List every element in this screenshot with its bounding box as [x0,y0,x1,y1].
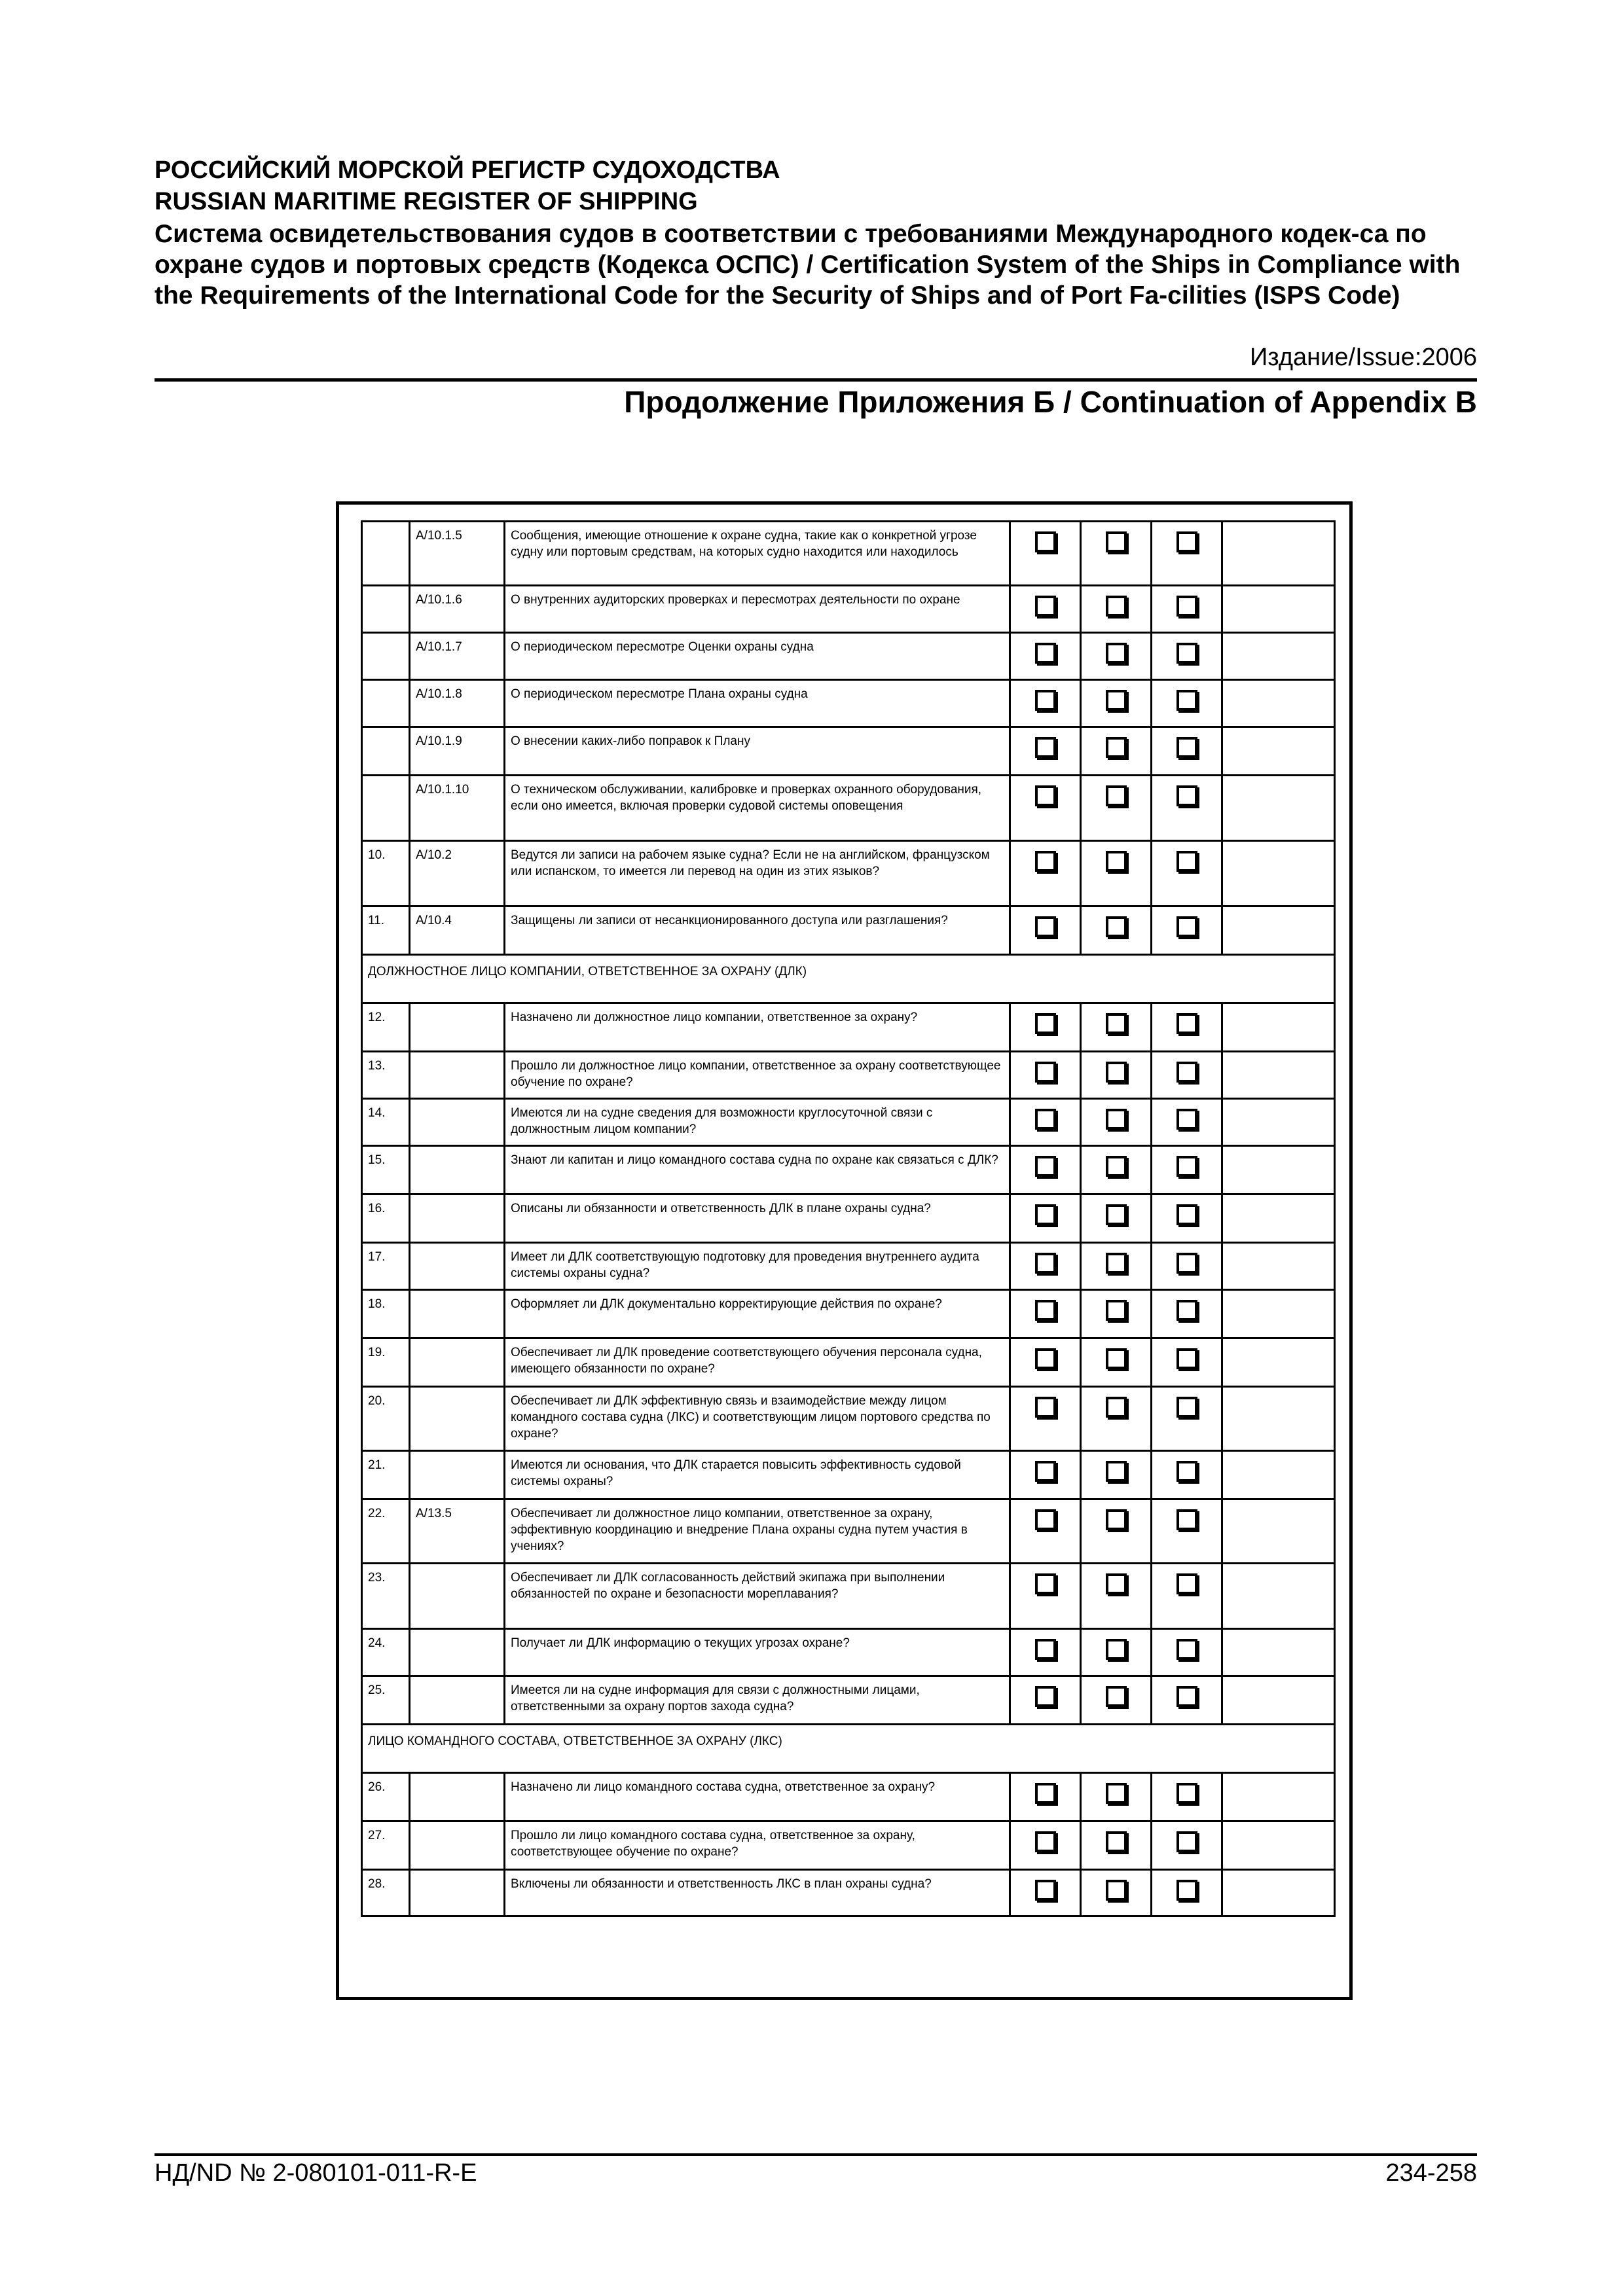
item-number [361,776,409,840]
checkbox-cell-na [1150,1500,1221,1562]
item-number: 28. [361,1871,409,1915]
table-row [361,1450,1336,1498]
item-reference [409,1339,503,1386]
checkbox-cell-no [1080,1100,1150,1145]
item-reference [409,1822,503,1869]
checkbox-na[interactable] [1176,531,1197,552]
system-title: Система освидетельствования судов в соответствии с требованиями Международного кодек-са по охране судов и портовых средств (Кодекса ОСПС) / Certification System of the Ships in Compliance with the Requirements of the International Code for the Security of Ships and of Port Fa-cilities (ISPS Code) [155,220,1461,310]
table-row [361,774,1336,840]
item-reference [409,1291,503,1337]
checkbox-cell-na [1150,681,1221,726]
item-question: Назначено ли лицо командного состава судна, ответственное за охрану? [503,1774,1009,1820]
checkbox-na[interactable] [1176,1783,1197,1804]
item-reference [409,1452,503,1498]
item-question: Описаны ли обязанности и ответственность ДЛК в плане охраны судна? [503,1195,1009,1242]
item-question: Имеет ли ДЛК соответствующую подготовку для проведения внутреннего аудита системы охраны судна? [503,1244,1009,1289]
item-number [361,586,409,632]
checkbox-cell-yes [1009,1244,1080,1289]
table-row [361,1242,1336,1289]
checkbox-cell-na [1150,586,1221,632]
checklist-frame [336,501,1353,2000]
checkbox-na[interactable] [1176,916,1197,937]
item-reference: A/10.1.5 [409,522,503,584]
checkbox-cell-na [1150,1630,1221,1675]
item-reference: A/10.2 [409,842,503,905]
remarks-cell [1221,1388,1336,1450]
checkbox-cell-na [1150,1339,1221,1386]
checkbox-na[interactable] [1176,1109,1197,1130]
issue-label: Издание/Issue:2006 [1249,344,1477,371]
item-question: Обеспечивает ли ДЛК согласованность действий экипажа при выполнении обязанностей по охране и безопасности мореплавания? [503,1564,1009,1628]
checkbox-cell-yes [1009,842,1080,905]
remarks-cell [1221,1195,1336,1242]
remarks-cell [1221,1339,1336,1386]
checkbox-cell-no [1080,728,1150,774]
checkbox-cell-yes [1009,1100,1080,1145]
checkbox-yes[interactable] [1035,1109,1056,1130]
checkbox-no[interactable] [1106,596,1127,617]
checkbox-no[interactable] [1106,916,1127,937]
checkbox-cell-no [1080,1052,1150,1098]
item-number: 24. [361,1630,409,1675]
checkbox-cell-no [1080,634,1150,679]
checkbox-no[interactable] [1106,1300,1127,1321]
checkbox-cell-no [1080,1630,1150,1675]
item-question: Назначено ли должностное лицо компании, ответственное за охрану? [503,1004,1009,1050]
remarks-cell [1221,1147,1336,1193]
checkbox-cell-no [1080,1452,1150,1498]
checkbox-na[interactable] [1176,1880,1197,1901]
item-number: 10. [361,842,409,905]
item-number: 12. [361,1004,409,1050]
checkbox-na[interactable] [1176,1204,1197,1225]
remarks-cell [1221,1500,1336,1562]
table-row [361,632,1336,679]
item-question: Прошло ли лицо командного состава судна, ответственное за охрану, соответствующее обучение по охране? [503,1822,1009,1869]
checkbox-cell-no [1080,522,1150,584]
item-number: 23. [361,1564,409,1628]
checkbox-cell-na [1150,1100,1221,1145]
item-reference: A/10.1.10 [409,776,503,840]
item-reference: A/10.1.6 [409,586,503,632]
table-row [361,905,1336,954]
checkbox-yes[interactable] [1035,596,1056,617]
checkbox-cell-na [1150,842,1221,905]
checkbox-cell-na [1150,1291,1221,1337]
item-reference [409,1100,503,1145]
item-number [361,634,409,679]
item-reference [409,1774,503,1820]
checkbox-yes[interactable] [1035,1783,1056,1804]
checkbox-na[interactable] [1176,737,1197,758]
checkbox-cell-no [1080,681,1150,726]
checkbox-na[interactable] [1176,1300,1197,1321]
checkbox-na[interactable] [1176,643,1197,664]
table-row [361,726,1336,774]
table-row [361,520,1336,584]
remarks-cell [1221,1052,1336,1098]
remarks-cell [1221,842,1336,905]
checkbox-yes[interactable] [1035,1156,1056,1177]
checkbox-na[interactable] [1176,1156,1197,1177]
checkbox-no[interactable] [1106,1062,1127,1083]
item-question: Сообщения, имеющие отношение к охране судна, такие как о конкретной угрозе судну или портовым средствам, на которых судно находится или находилось [503,522,1009,584]
section-row [361,954,1336,1002]
checkbox-no[interactable] [1106,1639,1127,1660]
remarks-cell [1221,728,1336,774]
checkbox-no[interactable] [1106,1831,1127,1852]
checkbox-no[interactable] [1106,1397,1127,1418]
checkbox-cell-yes [1009,1195,1080,1242]
item-question: О внутренних аудиторских проверках и пересмотрах деятельности по охране [503,586,1009,632]
checkbox-cell-yes [1009,1677,1080,1723]
table-row [361,1050,1336,1098]
item-number: 20. [361,1388,409,1450]
checkbox-no[interactable] [1106,1013,1127,1034]
checkbox-cell-no [1080,1822,1150,1869]
table-row [361,584,1336,632]
table-row [361,1386,1336,1450]
checkbox-cell-yes [1009,728,1080,774]
checkbox-na[interactable] [1176,690,1197,711]
table-row [361,1772,1336,1820]
checkbox-yes[interactable] [1035,916,1056,937]
item-reference: A/10.1.9 [409,728,503,774]
item-number: 18. [361,1291,409,1337]
remarks-cell [1221,522,1336,584]
checkbox-cell-no [1080,1677,1150,1723]
checkbox-yes[interactable] [1035,531,1056,552]
checkbox-cell-na [1150,1244,1221,1289]
checkbox-cell-no [1080,1774,1150,1820]
item-question: Прошло ли должностное лицо компании, ответственное за охрану соответствующее обучение по охране? [503,1052,1009,1098]
checkbox-cell-no [1080,1147,1150,1193]
table-row [361,1145,1336,1193]
item-question: Ведутся ли записи на рабочем языке судна? Если не на английском, французском или испанском, то имеется ли перевод на один из этих языков? [503,842,1009,905]
item-number: 21. [361,1452,409,1498]
item-reference [409,1677,503,1723]
checkbox-cell-no [1080,1244,1150,1289]
checkbox-cell-na [1150,1822,1221,1869]
checkbox-yes[interactable] [1035,1253,1056,1274]
item-reference [409,1871,503,1915]
item-question: Имеются ли на судне сведения для возможности круглосуточной связи с должностным лицом компании? [503,1100,1009,1145]
document-number: НД/ND № 2-080101-011-R-E [155,2159,477,2187]
checkbox-yes[interactable] [1035,1831,1056,1852]
checkbox-cell-yes [1009,1339,1080,1386]
checklist-table [361,520,1336,1917]
table-row [361,1562,1336,1628]
item-number: 14. [361,1100,409,1145]
checkbox-cell-no [1080,1291,1150,1337]
remarks-cell [1221,776,1336,840]
checkbox-yes[interactable] [1035,1461,1056,1482]
checkbox-cell-na [1150,1004,1221,1050]
checkbox-cell-no [1080,1339,1150,1386]
remarks-cell [1221,634,1336,679]
checkbox-cell-yes [1009,1291,1080,1337]
item-reference [409,1195,503,1242]
remarks-cell [1221,1677,1336,1723]
checkbox-cell-no [1080,1388,1150,1450]
appendix-title: Продолжение Приложения Б / Continuation of Appendix B [624,385,1477,419]
item-question: Обеспечивает ли ДЛК эффективную связь и взаимодействие между лицом командного состава судна (ЛКС) и соответствующим лицом портового средства по охране? [503,1388,1009,1450]
table-row [361,1098,1336,1145]
checkbox-na[interactable] [1176,1509,1197,1530]
checkbox-yes[interactable] [1035,1348,1056,1369]
remarks-cell [1221,1822,1336,1869]
checkbox-no[interactable] [1106,1109,1127,1130]
checkbox-cell-yes [1009,1630,1080,1675]
remarks-cell [1221,1630,1336,1675]
checkbox-no[interactable] [1106,1253,1127,1274]
item-number [361,522,409,584]
item-reference [409,1052,503,1098]
checkbox-no[interactable] [1106,785,1127,806]
checkbox-cell-yes [1009,1388,1080,1450]
remarks-cell [1221,1004,1336,1050]
checkbox-cell-yes [1009,1052,1080,1098]
item-question: О внесении каких-либо поправок к Плану [503,728,1009,774]
remarks-cell [1221,1564,1336,1628]
checkbox-cell-na [1150,522,1221,584]
item-question: Знают ли капитан и лицо командного состава судна по охране как связаться с ДЛК? [503,1147,1009,1193]
item-question: О периодическом пересмотре Плана охраны судна [503,681,1009,726]
checkbox-no[interactable] [1106,1509,1127,1530]
checkbox-no[interactable] [1106,737,1127,758]
checkbox-cell-yes [1009,681,1080,726]
item-number: 16. [361,1195,409,1242]
checkbox-na[interactable] [1176,1397,1197,1418]
item-reference [409,1147,503,1193]
checkbox-cell-yes [1009,1500,1080,1562]
table-row [361,1193,1336,1242]
section-label: ЛИЦО КОМАНДНОГО СОСТАВА, ОТВЕТСТВЕННОЕ ЗА ОХРАНУ (ЛКС) [361,1725,1336,1772]
org-name-ru: РОССИЙСКИЙ МОРСКОЙ РЕГИСТР СУДОХОДСТВА [155,156,780,184]
item-reference: A/10.1.8 [409,681,503,726]
org-name-en: RUSSIAN MARITIME REGISTER OF SHIPPING [155,188,698,215]
item-question: О техническом обслуживании, калибровке и проверках охранного оборудования, если оно имеется, включая проверки судовой системы оповещения [503,776,1009,840]
section-label: ДОЛЖНОСТНОЕ ЛИЦО КОМПАНИИ, ОТВЕТСТВЕННОЕ ЗА ОХРАНУ (ДЛК) [361,956,1336,1002]
checkbox-yes[interactable] [1035,785,1056,806]
checkbox-yes[interactable] [1035,1639,1056,1660]
remarks-cell [1221,1452,1336,1498]
item-reference: A/10.4 [409,907,503,954]
footer-rule [155,2153,1477,2156]
checkbox-cell-na [1150,728,1221,774]
item-number [361,681,409,726]
table-row [361,679,1336,726]
checkbox-cell-na [1150,1388,1221,1450]
checkbox-cell-yes [1009,586,1080,632]
checkbox-yes[interactable] [1035,1300,1056,1321]
remarks-cell [1221,1774,1336,1820]
checkbox-na[interactable] [1176,851,1197,872]
checkbox-cell-na [1150,776,1221,840]
checkbox-cell-yes [1009,907,1080,954]
item-question: Обеспечивает ли должностное лицо компании, ответственное за охрану, эффективную координацию и внедрение Плана охраны судна путем участия в учениях? [503,1500,1009,1562]
remarks-cell [1221,1100,1336,1145]
item-reference: A/13.5 [409,1500,503,1562]
checkbox-na[interactable] [1176,1639,1197,1660]
item-question: Имеются ли основания, что ДЛК старается повысить эффективность судовой системы охраны? [503,1452,1009,1498]
checkbox-yes[interactable] [1035,1880,1056,1901]
checkbox-cell-yes [1009,1004,1080,1050]
checkbox-na[interactable] [1176,1348,1197,1369]
checkbox-no[interactable] [1106,531,1127,552]
checkbox-na[interactable] [1176,1253,1197,1274]
checkbox-cell-no [1080,1500,1150,1562]
checkbox-yes[interactable] [1035,1062,1056,1083]
checkbox-na[interactable] [1176,596,1197,617]
checkbox-cell-na [1150,1147,1221,1193]
checkbox-na[interactable] [1176,1573,1197,1594]
checkbox-cell-yes [1009,522,1080,584]
item-question: Оформляет ли ДЛК документально корректирующие действия по охране? [503,1291,1009,1337]
checkbox-cell-yes [1009,1871,1080,1915]
checkbox-na[interactable] [1176,1062,1197,1083]
checkbox-cell-na [1150,1564,1221,1628]
item-reference: A/10.1.7 [409,634,503,679]
checkbox-cell-na [1150,1195,1221,1242]
item-question: Защищены ли записи от несанкционированного доступа или разглашения? [503,907,1009,954]
checkbox-cell-no [1080,1195,1150,1242]
checkbox-cell-na [1150,1677,1221,1723]
table-row [361,840,1336,905]
checkbox-na[interactable] [1176,1831,1197,1852]
item-reference [409,1388,503,1450]
table-row [361,1498,1336,1562]
item-reference [409,1244,503,1289]
item-question: О периодическом пересмотре Оценки охраны судна [503,634,1009,679]
checkbox-cell-na [1150,634,1221,679]
checkbox-no[interactable] [1106,1783,1127,1804]
checkbox-no[interactable] [1106,1156,1127,1177]
table-row [361,1675,1336,1723]
checkbox-no[interactable] [1106,1880,1127,1901]
checkbox-no[interactable] [1106,1204,1127,1225]
checkbox-cell-no [1080,842,1150,905]
checkbox-cell-yes [1009,1774,1080,1820]
checkbox-na[interactable] [1176,1686,1197,1707]
section-row [361,1723,1336,1772]
checkbox-cell-no [1080,776,1150,840]
item-number: 26. [361,1774,409,1820]
checkbox-cell-yes [1009,1147,1080,1193]
checkbox-yes[interactable] [1035,737,1056,758]
item-number [361,728,409,774]
document-header [155,154,1477,311]
table-row [361,1820,1336,1869]
checkbox-no[interactable] [1106,1348,1127,1369]
item-number: 19. [361,1339,409,1386]
checkbox-cell-no [1080,907,1150,954]
table-row [361,1628,1336,1675]
remarks-cell [1221,1244,1336,1289]
table-row [361,1337,1336,1386]
item-reference [409,1564,503,1628]
table-row [361,1002,1336,1050]
item-question: Получает ли ДЛК информацию о текущих угрозах охране? [503,1630,1009,1675]
table-row [361,1869,1336,1917]
checkbox-cell-no [1080,586,1150,632]
checkbox-cell-no [1080,1564,1150,1628]
item-number: 13. [361,1052,409,1098]
checkbox-no[interactable] [1106,1686,1127,1707]
page-number: 234-258 [1385,2159,1477,2187]
checkbox-cell-yes [1009,1452,1080,1498]
table-row [361,1289,1336,1337]
checkbox-cell-yes [1009,1822,1080,1869]
item-question: Обеспечивает ли ДЛК проведение соответствующего обучения персонала судна, имеющего обязанности по охране? [503,1339,1009,1386]
remarks-cell [1221,1291,1336,1337]
checkbox-cell-na [1150,1452,1221,1498]
checkbox-no[interactable] [1106,690,1127,711]
item-number: 11. [361,907,409,954]
item-number: 17. [361,1244,409,1289]
checkbox-cell-na [1150,907,1221,954]
checkbox-cell-no [1080,1004,1150,1050]
checkbox-cell-yes [1009,634,1080,679]
checkbox-yes[interactable] [1035,1013,1056,1034]
checkbox-no[interactable] [1106,643,1127,664]
checkbox-yes[interactable] [1035,690,1056,711]
checkbox-cell-na [1150,1774,1221,1820]
checkbox-no[interactable] [1106,1461,1127,1482]
item-question: Имеется ли на судне информация для связи с должностными лицами, ответственными за охрану портов захода судна? [503,1677,1009,1723]
item-number: 25. [361,1677,409,1723]
item-number: 22. [361,1500,409,1562]
checkbox-cell-na [1150,1052,1221,1098]
checkbox-yes[interactable] [1035,1509,1056,1530]
checkbox-yes[interactable] [1035,1397,1056,1418]
item-reference [409,1004,503,1050]
header-rule [155,378,1477,382]
item-reference [409,1630,503,1675]
item-number: 27. [361,1822,409,1869]
item-question: Включены ли обязанности и ответственность ЛКС в план охраны судна? [503,1871,1009,1915]
checkbox-cell-yes [1009,1564,1080,1628]
checkbox-yes[interactable] [1035,1573,1056,1594]
checkbox-yes[interactable] [1035,643,1056,664]
remarks-cell [1221,1871,1336,1915]
remarks-cell [1221,907,1336,954]
checkbox-cell-no [1080,1871,1150,1915]
checkbox-yes[interactable] [1035,851,1056,872]
checkbox-na[interactable] [1176,1461,1197,1482]
checkbox-na[interactable] [1176,1013,1197,1034]
checkbox-na[interactable] [1176,785,1197,806]
checkbox-no[interactable] [1106,1573,1127,1594]
checkbox-cell-na [1150,1871,1221,1915]
checkbox-yes[interactable] [1035,1686,1056,1707]
remarks-cell [1221,586,1336,632]
remarks-cell [1221,681,1336,726]
item-number: 15. [361,1147,409,1193]
checkbox-yes[interactable] [1035,1204,1056,1225]
checkbox-no[interactable] [1106,851,1127,872]
checkbox-cell-yes [1009,776,1080,840]
